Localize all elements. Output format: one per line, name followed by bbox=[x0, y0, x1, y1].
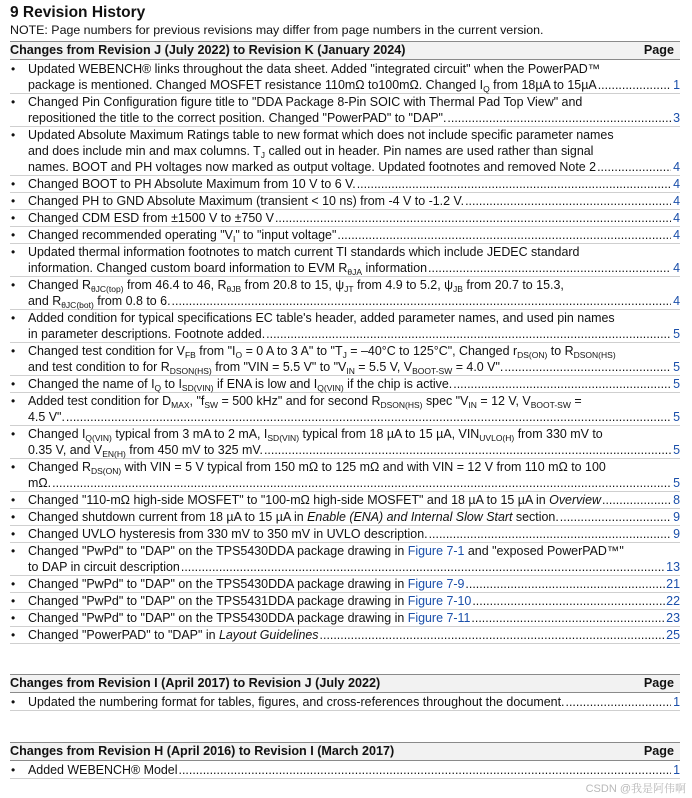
change-item-text: • Added WEBENCH® Model bbox=[28, 763, 178, 777]
revision-section-header bbox=[10, 41, 680, 60]
change-item-last-line bbox=[28, 227, 680, 243]
page-link[interactable]: 5 bbox=[673, 360, 680, 374]
change-item-text: • Updated Absolute Maximum Ratings table to new format which does not include specific parameter names bbox=[28, 128, 614, 142]
page-link[interactable]: 4 bbox=[673, 228, 680, 242]
change-item bbox=[10, 509, 680, 526]
page-link[interactable]: 5 bbox=[673, 410, 680, 424]
revision-section-title: Changes from Revision I (April 2017) to Revision J (July 2022) bbox=[10, 676, 381, 690]
change-list bbox=[10, 694, 680, 711]
change-item-last-line bbox=[28, 526, 680, 542]
page-link[interactable]: 25 bbox=[666, 628, 680, 642]
change-item-text: • Changed CDM ESD from ±1500 V to ±750 V bbox=[28, 211, 274, 225]
page-link[interactable]: 4 bbox=[673, 160, 680, 174]
dot-leader bbox=[566, 694, 672, 710]
change-item-text: • Changed the name of $I_Q$ to $I_{SD(VIN)}$ if ENA is low and $I_{Q(VIN)}$ if the chip is active. bbox=[28, 377, 453, 393]
change-item bbox=[10, 176, 680, 193]
page-link[interactable]: 4 bbox=[673, 261, 680, 275]
dot-leader bbox=[428, 260, 671, 276]
change-item-text: • Changed "PwPd" to "DAP" on the TPS5430DDA package drawing in Figure 7-1 and "exposed PowerPAD™" bbox=[28, 544, 624, 558]
change-item-text: package is mentioned. Changed MOSFET resistance 110mΩ to100mΩ. Changed $I_Q$ from 18µA to 15µA bbox=[28, 78, 597, 94]
change-item-text: 4.5 V". bbox=[28, 410, 65, 424]
change-item-text: • Changed "110-mΩ high-side MOSFET" to "100-mΩ high-side MOSFET" and 18 µA to 15 µA in Overview bbox=[28, 493, 601, 507]
change-item-last-line bbox=[28, 610, 680, 626]
revision-sections bbox=[10, 41, 680, 779]
change-item bbox=[10, 459, 680, 492]
dot-leader bbox=[447, 110, 671, 126]
dot-leader bbox=[357, 176, 671, 192]
change-item-last-line bbox=[28, 376, 680, 392]
watermark: CSDN @我是阿伟啊 bbox=[585, 783, 686, 795]
dot-leader bbox=[471, 610, 665, 626]
change-item-text: and does include min and max columns. $T_J$ called out in header. Pin names are used rather than signal bbox=[28, 144, 594, 160]
page-link[interactable]: 4 bbox=[673, 211, 680, 225]
change-item-last-line bbox=[28, 559, 680, 575]
change-item-text: • Changed $R_{DS(ON)}$ with VIN = 5 V typical from 150 mΩ to 125 mΩ and with VIN = 12 V from 110 mΩ to 100 bbox=[28, 460, 606, 476]
change-item bbox=[10, 576, 680, 593]
dot-leader bbox=[602, 492, 671, 508]
change-item-text: • Changed "PwPd" to "DAP" on the TPS5431DDA package drawing in Figure 7-10 bbox=[28, 594, 472, 608]
change-item-text: • Updated thermal information footnotes to match current TI standards which include JEDEC standard bbox=[28, 245, 580, 259]
change-item-text: names. BOOT and PH voltages now marked as output voltage. Updated footnotes and removed Note 2 bbox=[28, 160, 597, 174]
page-link[interactable]: 4 bbox=[673, 194, 680, 208]
change-item-text: and $R_{\theta JC(bot)}$ from 0.8 to 6. bbox=[28, 294, 171, 310]
dot-leader bbox=[172, 293, 671, 309]
dot-leader bbox=[465, 576, 665, 592]
revision-section-title: Changes from Revision H (April 2016) to Revision I (March 2017) bbox=[10, 744, 395, 758]
change-item-text: • Updated the numbering format for tables, figures, and cross-references throughout the document. bbox=[28, 695, 565, 709]
revision-section bbox=[10, 41, 680, 644]
dot-leader bbox=[504, 359, 671, 375]
change-item bbox=[10, 593, 680, 610]
page-link[interactable]: 13 bbox=[666, 560, 680, 574]
change-item-text: and test condition to for $R_{DSON(HS)}$ from "VIN = 5.5 V" to "$V_{IN} = 5.5$ V, $V_{BOOT-SW} = 4.0$ V". bbox=[28, 360, 504, 376]
change-item bbox=[10, 610, 680, 627]
change-item-text: • Changed $I_{Q(VIN)}$ typical from 3 mA to 2 mA, $I_{SD(VIN)}$ typical from 18 µA to 15 µA, $VIN_{UVLO(H)}$ from 330 mV to bbox=[28, 427, 603, 443]
change-item bbox=[10, 244, 680, 277]
change-list bbox=[10, 61, 680, 644]
page-link[interactable]: 3 bbox=[673, 111, 680, 125]
page-column-label: Page bbox=[643, 676, 674, 690]
dot-leader bbox=[181, 559, 665, 575]
change-list bbox=[10, 762, 680, 779]
change-item-last-line bbox=[28, 159, 680, 175]
change-item-last-line bbox=[28, 110, 680, 126]
change-item bbox=[10, 543, 680, 576]
change-item-last-line bbox=[28, 442, 680, 458]
page-link[interactable]: 4 bbox=[673, 177, 680, 191]
change-item bbox=[10, 376, 680, 393]
change-item bbox=[10, 227, 680, 244]
revision-section bbox=[10, 742, 680, 779]
page-link[interactable]: 5 bbox=[673, 443, 680, 457]
change-item-last-line bbox=[28, 694, 680, 710]
page-link[interactable]: 5 bbox=[673, 327, 680, 341]
dot-leader bbox=[337, 227, 671, 243]
change-item-text: • Changed Pin Configuration figure title to "DDA Package 8-Pin SOIC with Thermal Pad Top View" and bbox=[28, 95, 583, 109]
change-item bbox=[10, 762, 680, 779]
section-heading: 9 Revision History bbox=[10, 4, 146, 21]
change-item-text: • Changed "PowerPAD" to "DAP" in Layout Guidelines bbox=[28, 628, 319, 642]
change-item-last-line bbox=[28, 359, 680, 375]
page-link[interactable]: 21 bbox=[666, 577, 680, 591]
change-item bbox=[10, 127, 680, 176]
change-item-text: • Changed UVLO hysteresis from 330 mV to 350 mV in UVLO description. bbox=[28, 527, 428, 541]
page-link[interactable]: 5 bbox=[673, 377, 680, 391]
dot-leader bbox=[52, 475, 671, 491]
change-item-text: • Changed shutdown current from 18 µA to 15 µA in Enable (ENA) and Internal Slow Start section. bbox=[28, 510, 559, 524]
revision-section-header bbox=[10, 742, 680, 761]
change-item bbox=[10, 277, 680, 310]
dot-leader bbox=[453, 376, 671, 392]
change-item-last-line bbox=[28, 576, 680, 592]
change-item-last-line bbox=[28, 193, 680, 209]
change-item bbox=[10, 94, 680, 127]
change-item-last-line bbox=[28, 210, 680, 226]
change-item-text: • Changed "PwPd" to "DAP" on the TPS5430DDA package drawing in Figure 7-9 bbox=[28, 577, 465, 591]
change-item-text: information. Changed custom board information to EVM $R_{\theta JA}$ information bbox=[28, 261, 428, 277]
change-item-last-line bbox=[28, 492, 680, 508]
change-item-text: to DAP in circuit description bbox=[28, 560, 180, 574]
change-item-text: • Added condition for typical specifications EC table's header, added parameter names, and used pin names bbox=[28, 311, 615, 325]
revision-section-title: Changes from Revision J (July 2022) to Revision K (January 2024) bbox=[10, 43, 406, 57]
dot-leader bbox=[66, 409, 671, 425]
change-item bbox=[10, 426, 680, 459]
change-item-text: • Changed PH to GND Absolute Maximum (transient < 10 ns) from -4 V to -1.2 V. bbox=[28, 194, 465, 208]
change-item-last-line bbox=[28, 475, 680, 491]
section-spacer bbox=[10, 644, 680, 674]
dot-leader bbox=[472, 593, 665, 609]
change-item-text: 0.35 V, and $V_{EN(H)}$ from 450 mV to 325 mV. bbox=[28, 443, 263, 459]
change-item bbox=[10, 526, 680, 543]
change-item bbox=[10, 627, 680, 644]
section-spacer bbox=[10, 711, 680, 742]
page-link[interactable]: 1 bbox=[673, 78, 680, 92]
change-item-last-line bbox=[28, 593, 680, 609]
dot-leader bbox=[598, 77, 671, 93]
page-link[interactable]: 1 bbox=[673, 695, 680, 709]
change-item-last-line bbox=[28, 176, 680, 192]
change-item-text: • Changed test condition for $V_{FB}$ from "$I_O = 0$ A to 3 A" to "$T_J = -40^\circ C$ to 125°C", Changed $r_{DS(ON)}$ to $R_{DSON(HS)}$ bbox=[28, 344, 616, 360]
page-link[interactable]: 9 bbox=[673, 527, 680, 541]
dot-leader bbox=[179, 762, 672, 778]
dot-leader bbox=[465, 193, 671, 209]
page-link[interactable]: 23 bbox=[666, 611, 680, 625]
change-item-last-line bbox=[28, 260, 680, 276]
change-item bbox=[10, 193, 680, 210]
change-item bbox=[10, 310, 680, 343]
change-item bbox=[10, 343, 680, 376]
change-item-text: • Added test condition for $D_{MAX}$, "$f_{SW} = 500$ kHz" and for second $R_{DSON(HS)}$ spec "$V_{IN} = 12$ V, $V_{BOOT-SW}$ = bbox=[28, 394, 582, 410]
page-column-label: Page bbox=[643, 744, 674, 758]
dot-leader bbox=[275, 210, 671, 226]
change-item-last-line bbox=[28, 627, 680, 643]
dot-leader bbox=[560, 509, 671, 525]
page-column-label: Page bbox=[643, 43, 674, 57]
change-item-last-line bbox=[28, 509, 680, 525]
change-item-text: in parameter descriptions. Footnote added. bbox=[28, 327, 266, 341]
change-item-text: repositioned the title to the correct position. Changed "PowerPAD" to "DAP". bbox=[28, 111, 447, 125]
dot-leader bbox=[266, 326, 671, 342]
dot-leader bbox=[597, 159, 671, 175]
page-link[interactable]: 8 bbox=[673, 493, 680, 507]
change-item-last-line bbox=[28, 762, 680, 778]
change-item-last-line bbox=[28, 77, 680, 93]
page-number-note: NOTE: Page numbers for previous revisions may differ from page numbers in the current version. bbox=[10, 23, 544, 37]
change-item-last-line bbox=[28, 326, 680, 342]
page-link[interactable]: 1 bbox=[673, 763, 680, 777]
change-item bbox=[10, 694, 680, 711]
dot-leader bbox=[320, 627, 666, 643]
change-item-last-line bbox=[28, 293, 680, 309]
page-link[interactable]: 5 bbox=[673, 476, 680, 490]
revision-section-header bbox=[10, 674, 680, 693]
change-item bbox=[10, 61, 680, 94]
change-item-text: • Updated WEBENCH® links throughout the data sheet. Added "integrated circuit" when the PowerPAD™ bbox=[28, 62, 601, 76]
change-item bbox=[10, 210, 680, 227]
dot-leader bbox=[264, 442, 671, 458]
change-item bbox=[10, 492, 680, 509]
change-item-text: • Changed "PwPd" to "DAP" on the TPS5430DDA package drawing in Figure 7-11 bbox=[28, 611, 471, 625]
change-item-last-line bbox=[28, 409, 680, 425]
revision-history bbox=[10, 4, 680, 779]
page-link[interactable]: 4 bbox=[673, 294, 680, 308]
change-item-text: • Changed recommended operating "$V_I$" to "input voltage" bbox=[28, 228, 337, 244]
change-item-text: mΩ. bbox=[28, 476, 52, 490]
change-item-text: • Changed $R_{\theta JC(top)}$ from 46.4 to 46, $R_{\theta JB}$ from 20.8 to 15, $\psi_{JT}$ from 4.9 to 5.2, $\psi_{JB}$ from 20.7 to 15.3, bbox=[28, 278, 564, 294]
page-link[interactable]: 9 bbox=[673, 510, 680, 524]
revision-section bbox=[10, 674, 680, 711]
page-link[interactable]: 22 bbox=[666, 594, 680, 608]
dot-leader bbox=[429, 526, 671, 542]
change-item-text: • Changed BOOT to PH Absolute Maximum from 10 V to 6 V. bbox=[28, 177, 356, 191]
change-item bbox=[10, 393, 680, 426]
